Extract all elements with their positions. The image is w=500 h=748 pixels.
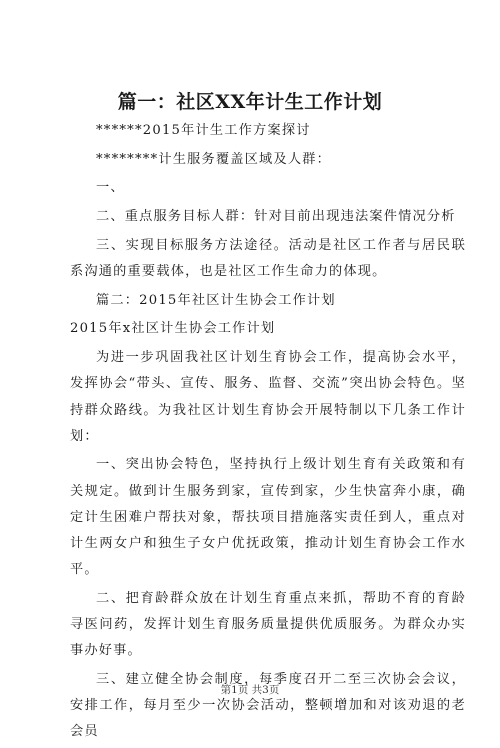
paragraph: 三、建立健全协会制度，每季度召开二至三次协会会议，安排工作，每月至少一次协会活动，整顿增加和对该劝退的老会员 bbox=[70, 672, 466, 740]
section-heading: 篇二：2015年社区计生协会工作计划 bbox=[96, 292, 336, 308]
paragraph: 三、实现目标服务方法途径。活动是社区工作者与居民联系沟通的重要载体，也是社区工作生命力的体现。 bbox=[70, 237, 466, 280]
paragraph: 二、把育龄群众放在计划生育重点来抓，帮助不育的育龄寻医问药，发挥计划生育服务质量提供优质服务。为群众办实事办好事。 bbox=[70, 590, 466, 659]
document-body bbox=[70, 118, 466, 748]
paragraph: 二、重点服务目标人群：针对目前出现违法案件情况分析 bbox=[96, 209, 456, 225]
subsection-heading: 2015年x社区计生协会工作计划 bbox=[70, 321, 276, 337]
document-title: 篇一：社区XX年计生工作计划 bbox=[117, 91, 383, 113]
paragraph: 一、 bbox=[96, 180, 125, 196]
page-footer: 第1页 共3页 bbox=[220, 684, 280, 696]
paragraph: 为进一步巩固我社区计划生育协会工作，提高协会水平，发挥协会“带头、宣传、服务、监督、交流”突出协会特色。坚持群众路线。为我社区计划生育协会开展特制以下几条工作计划： bbox=[70, 350, 466, 444]
paragraph: ******2015年计生工作方案探讨 bbox=[96, 123, 311, 138]
paragraph: ********计生服务覆盖区域及人群： bbox=[96, 151, 331, 167]
paragraph: 一、突出协会特色，坚持执行上级计划生育有关政策和有关规定。做到计生服务到家，宣传到家，少生快富奔小康，确定计生困难户帮扶对象，帮扶项目措施落实责任到人，重点对计生两女户和独生子女户优抚政策，推动计划生育协会工作水平。 bbox=[70, 457, 466, 578]
